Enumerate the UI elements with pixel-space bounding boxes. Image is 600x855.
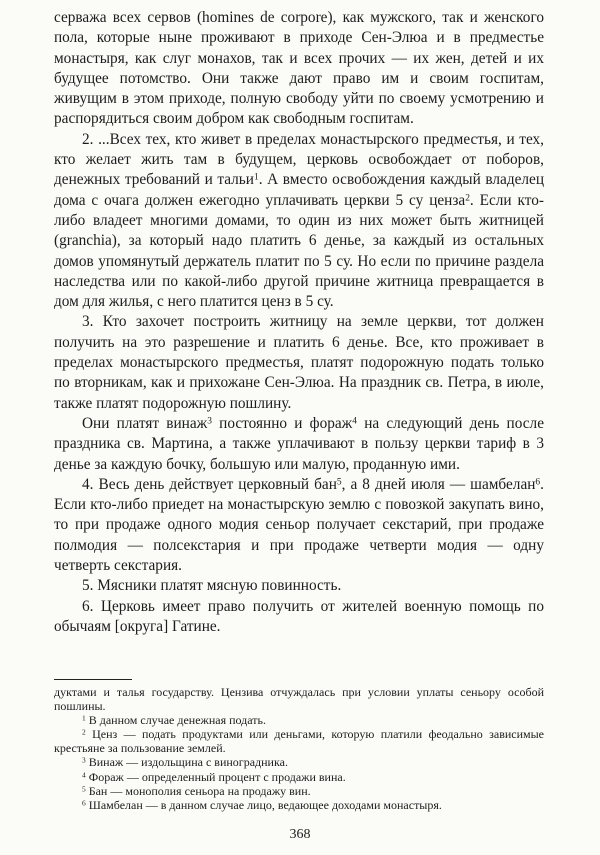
footnote-text: Винаж — издольщина с виноградника. [88,755,288,770]
footnote-ref-5: 5 [336,477,342,488]
paragraph-1: серважа всех сервов (homines de corpore), как мужского, так и женского пола, которые ныне проживают в приходе Сен-Элюа и в предместье монастыря, как слуг монахов, так и всех прочих — их жен, детей и их будущее потомство. Они также дают право им и своим госпитам, живущим в этом приходе, полную свободу уйти по своему усмотрению и распорядиться своим добром как свободным госпитам. [54,9,544,128]
paragraph-4-part-a: Они платят винаж [82,414,208,432]
footnote-number: 3 [82,755,86,765]
footnote-2 [54,727,544,755]
paragraph-2-part-c: . Если кто-либо владеет многими домами, то один из них может быть житницей (granchia), за который надо платить 6 денье, за каждый из остальных домов упомянутый держатель платит по 5 су. Но если по причине раздела наследства или по какой-либо другой причине житница превращается в дом для жилья, с него платится ценз в 5 су. [54,191,544,311]
footnote-ref-2: 2 [465,192,470,203]
paragraph-5-part-a: 4. Весь день действует церковный бан [82,475,337,493]
paragraph-2 [54,130,544,313]
paragraph-5-part-c: . Если кто-либо приедет на монастырскую землю с повозкой закупать вино, то при продаже одного модия сеньор получает секстарий, при продаже полмодия — полсекстария и при продаже четверти модия — одну четверть секстария. [54,475,544,575]
footnote-ref-4: 4 [352,416,357,427]
footnote-6 [54,798,544,812]
paragraph-2-part-a: 2. ...Всех тех, кто живет в пределах монастырского предместья, и тех, кто желает жить там в будущем, церковь освобождает от поборов, денежных требований и тальи [54,130,544,189]
footnote-text: Фораж — определенный процент с продажи вина. [88,769,346,784]
paragraph-5-part-b: , а 8 дней июля — шамбелан [341,475,536,493]
paragraph-6: 5. Мясники платят мясную повинность. [82,577,342,595]
paragraph-7: 6. Церковь имеет право получить от жителей военную помощь по обычаям [округа] Гатине. [54,597,544,635]
footnote-4 [54,770,544,784]
paragraph-2-part-b: . А вместо освобождения каждый владелец дома с очага должен ежегодно уплачивать церкви 5 су ценза [54,171,544,209]
footnote-number: 1 [82,713,86,723]
footnote-5 [54,784,544,798]
footnote-text: Шамбелан — в данном случае лицо, ведающее доходами монастыря. [88,797,442,812]
footnote-text: Бан — монополия сеньора на продажу вин. [88,783,311,798]
footnote-ref-1: 1 [253,172,259,183]
footnote-number: 5 [82,783,86,793]
page-number: 368 [289,827,311,842]
paragraph-4-part-c: на следующий день после праздника св. Мартина, а также уплачивают в пользу церкви тариф в 3 денье за каждую бочку, большую или малую, проданную ими. [54,414,544,473]
footnote-text: Ценз — подать продуктами или деньгами, которую платили феодально зависимые крестьяне за пользование землей. [54,727,545,756]
paragraph-4-part-b: постоянно и фораж [211,414,353,432]
footnote-3 [54,755,544,769]
paragraph-5 [54,475,544,576]
footnote-number: 2 [82,727,86,737]
footnote-continuation: дуктами и талья государству. Цензива отчуждалась при условии уплаты сеньору особой пошлины. [54,685,544,714]
footnote-1 [54,713,544,727]
footnote-ref-3: 3 [207,416,212,427]
footnote-number: 4 [82,769,86,779]
main-text [54,8,544,637]
paragraph-3: 3. Кто захочет построить житницу на земле церкви, тот должен получить на это разрешение и платить 6 денье. Все, кто проживает в пределах монастырского предместья, платят подорожную подать только по вторникам, как и прихожане Сен-Элюа. На праздник св. Петра, в июле, также платят подорожную пошлину. [54,313,544,412]
paragraph-4 [54,414,544,475]
footnote-number: 6 [82,798,86,808]
footnote-text: В данном случае денежная подать. [88,713,267,728]
footnote-ref-6: 6 [535,477,541,488]
footnote-divider [54,679,132,680]
footnotes [54,685,544,812]
